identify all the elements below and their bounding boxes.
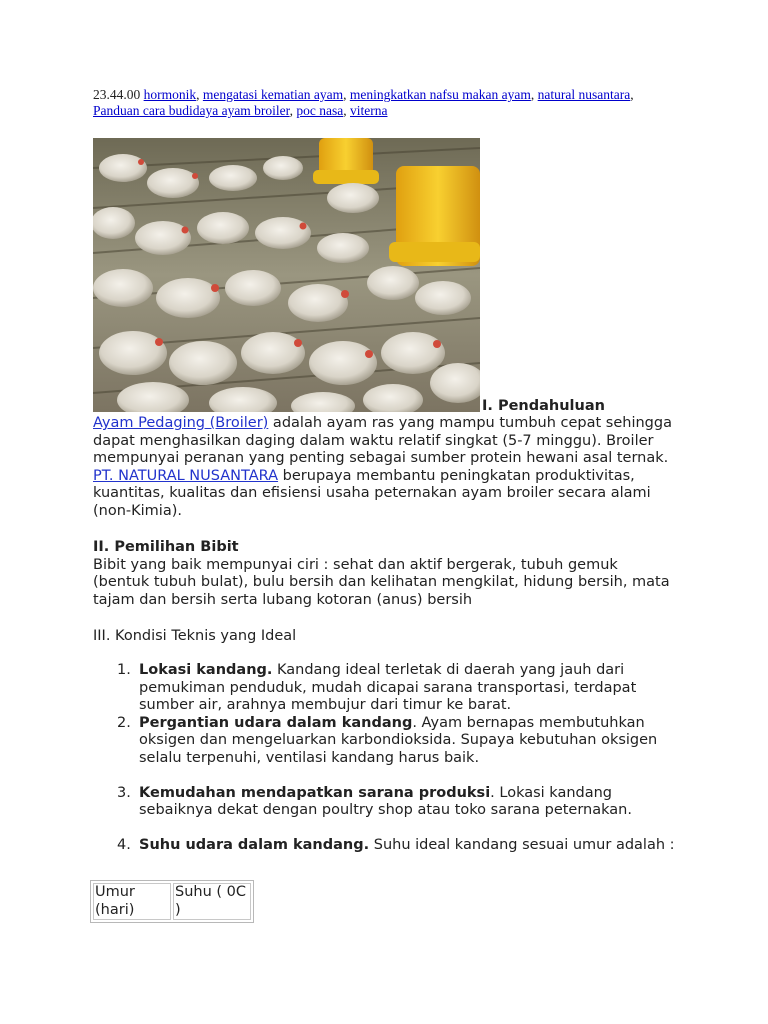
- list-item: [93, 662, 678, 715]
- section-2: [93, 539, 678, 609]
- list-item: [93, 715, 678, 768]
- tag-link-hormonik[interactable]: hormonik: [143, 87, 197, 102]
- tag-link-natural-nusantara[interactable]: natural nusantara: [537, 87, 631, 102]
- natural-nusantara-link[interactable]: PT. NATURAL NUSANTARA: [93, 467, 279, 484]
- list-item: [93, 785, 678, 820]
- table-header-umur: Umur (hari): [93, 883, 171, 920]
- tag-link-panduan-budidaya[interactable]: Panduan cara budidaya ayam broiler: [93, 103, 290, 118]
- tag-link-poc-nasa[interactable]: poc nasa: [296, 103, 344, 118]
- list-item-heading: Suhu udara dalam kandang.: [139, 836, 370, 853]
- list-item-number: 2.: [117, 714, 131, 731]
- conditions-list: [93, 662, 678, 854]
- post-meta: 23.44.00 hormonik, mengatasi kematian ayam, meningkatkan nafsu makan ayam, natural nusantara, Panduan cara budidaya ayam broiler, poc nasa, viterna: [93, 87, 634, 118]
- section-1-text-2: berupaya membantu peningkatan produktivitas, kuantitas, kualitas dan efisiensi usaha peternakan ayam broiler secara alami (non-Kimia).: [93, 467, 651, 519]
- section-1-body: [93, 415, 678, 521]
- list-item-heading: Pergantian udara dalam kandang: [139, 714, 413, 731]
- broiler-chickens-photo: [93, 138, 480, 412]
- section-3-title: III. Kondisi Teknis yang Ideal: [93, 628, 297, 644]
- list-item-number: 3.: [117, 784, 131, 801]
- list-item-text: . Ayam bernapas membutuhkan oksigen dan mengeluarkan karbondioksida. Supaya kebutuhan oksigen selalu terpenuhi, ventilasi kandang harus baik.: [139, 714, 658, 766]
- section-1-text-1: adalah ayam ras yang mampu tumbuh cepat sehingga dapat menghasilkan daging dalam waktu relatif singkat (5-7 minggu). Broiler mempunyai peranan yang penting sebagai sumber protein hewani asal ternak.: [93, 415, 672, 467]
- list-item-text: Suhu ideal kandang sesuai umur adalah :: [369, 836, 675, 853]
- section-1-title: I. Pendahuluan: [482, 398, 605, 414]
- section-2-text: Bibit yang baik mempunyai ciri : sehat dan aktif bergerak, tubuh gemuk (bentuk tubuh bulat), bulu bersih dan kelihatan mengkilat, hidung bersih, mata tajam dan bersih serta lubang kotoran (anus) bersih: [93, 556, 670, 608]
- table-row: [93, 883, 251, 920]
- list-item-text: . Lokasi kandang sebaiknya dekat dengan poultry shop atau toko sarana peternakan.: [139, 784, 632, 819]
- list-item-number: 4.: [117, 836, 131, 853]
- list-item: [93, 837, 678, 855]
- temperature-table: [90, 880, 254, 923]
- section-2-title: II. Pemilihan Bibit: [93, 539, 239, 555]
- post-time: 23.44.00: [93, 87, 141, 102]
- list-item-heading: Kemudahan mendapatkan sarana produksi: [139, 784, 491, 801]
- tag-link-meningkatkan-nafsu-makan[interactable]: meningkatkan nafsu makan ayam: [349, 87, 531, 102]
- tag-link-mengatasi-kematian-ayam[interactable]: mengatasi kematian ayam: [202, 87, 344, 102]
- list-item-number: 1.: [117, 662, 131, 678]
- table-header-suhu: Suhu ( 0C ): [173, 883, 251, 920]
- tag-link-viterna[interactable]: viterna: [350, 103, 388, 118]
- list-item-text: Kandang ideal terletak di daerah yang jauh dari pemukiman penduduk, mudah dicapai sarana transportasi, terdapat sumber air, arahnya membujur dari timur ke barat.: [139, 662, 637, 714]
- broiler-link[interactable]: Ayam Pedaging (Broiler): [93, 415, 269, 431]
- list-item-heading: Lokasi kandang.: [139, 662, 273, 678]
